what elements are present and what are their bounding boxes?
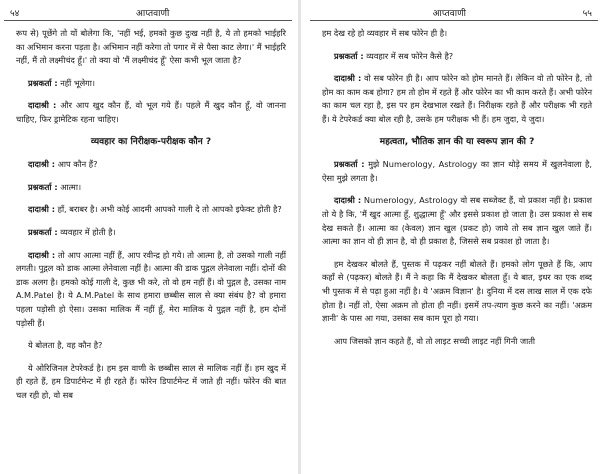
dialogue-text: व्यवहार में सब फोरेन कैसे है? — [366, 50, 454, 61]
left-running-head — [4, 6, 292, 21]
right-running-title: आप्तवाणी — [432, 9, 466, 19]
dialogue-text: और आप खुद कौन हैं, वो भूल गये हैं। पहले मैं खुद कौन हूँ, वो जानना चाहिए, फिर ड्रामेटिक रहना चाहिए। — [16, 100, 286, 124]
speaker-label: दादाश्री : — [28, 159, 55, 170]
left-page-body — [4, 21, 292, 402]
speaker-label: दादाश्री : — [334, 195, 362, 206]
left-running-title: आप्तवाणी — [136, 9, 170, 19]
right-page — [310, 0, 598, 474]
dialogue-line — [322, 194, 592, 248]
dialogue-line — [16, 181, 286, 195]
speaker-label: दादाश्री : — [334, 73, 362, 84]
speaker-label: प्रश्नकर्ता : — [28, 181, 58, 192]
speaker-label: दादाश्री : — [28, 100, 57, 111]
section-heading: व्यवहार का निरीक्षक-परीक्षक कौन ? — [90, 136, 212, 147]
dialogue-text: हाँ, बराबर है। अभी कोई आदमी आपको गाली दे तो आपको इफेक्ट होती है? — [57, 204, 282, 215]
speaker-label: प्रश्नकर्ता : — [334, 50, 364, 61]
section-heading: महत्वता, भौतिक ज्ञान की या स्वरूप ज्ञान की ? — [379, 136, 535, 147]
paragraph: ये बोलता है, वह कौन है? — [28, 340, 103, 351]
right-page-number: ५५ — [582, 9, 592, 19]
paragraph: रूप से) पूछेंगे तो यों बोलेगा कि, 'नहीं भई, हमको कुछ दुःख नहीं है, ये तो हमको भाईहरि का अभिमान करना पड़ता है। अभिमान नहीं करेगा तो पगार में से पैसा काट लेगा।' मैं भाईहरि नहीं, मैं तो लक्ष्मीचंद हूँ।' तो क्या वो 'मैं लक्ष्मीचंद हूँ' ऐसा कभी भूल जाता है? — [16, 28, 286, 66]
dialogue-text: आत्मा। — [60, 181, 82, 192]
speaker-label: प्रश्नकर्ता : — [28, 77, 58, 88]
dialogue-line — [322, 50, 592, 64]
dialogue-text: मुझे Numerology, Astrology का ज्ञान थोड़े समय में खुलनेवाला है, ऐसा मुझे लगता है। — [322, 159, 592, 183]
dialogue-text: व्यवहार में होती है। — [60, 226, 116, 237]
paragraph: हम देखकर बोलते हैं, पुस्तक में पढ़कर नहीं बोलते हैं। हमको लोग पूछते हैं कि, आप कहाँ से (पढ़कर) बोलते हैं। मैं ने कहा कि मैं देखकर बोलता हूँ। ये बात, इधर का एक शब्द भी पुस्तक में से पढ़ा हुआ नहीं है। ये 'अक्रम विज्ञान' है। दुनिया में दस लाख साल में एक दफे होता है। नहीं तो, ऐसा अक्रम तो होता ही नहीं। इसमें तप-त्याग कुछ करने का नहीं। 'अक्रम ज्ञानी' के पास आ गया, उसका सब काम पूरा हो गया। — [322, 258, 592, 324]
dialogue-line — [322, 158, 592, 185]
dialogue-line — [16, 77, 286, 91]
dialogue-text: नहीं भूलेगा। — [60, 77, 96, 88]
book-gutter — [298, 0, 301, 474]
paragraph: ये ओरिजिनल टेपरेकर्ड है। हम इस वाणी के छब्बीस साल से मालिक नहीं हैं। हम खुद में ही रहते हैं, हम डिपार्टमेन्ट में ही रहते हैं। फोरेन डिपार्टमेन्ट में जाते ही नहीं। फोरेन की बात चल रही हो, वो सब — [16, 362, 286, 400]
speaker-label: दादाश्री : — [28, 249, 56, 260]
left-page — [4, 0, 292, 474]
dialogue-text: Numerology, Astrology वो सब सब्जेक्ट हैं, वो प्रकाश नहीं है। प्रकाश तो ये है कि, 'मैं खुद आत्मा हूँ, शुद्धात्मा हूँ' और इससे प्रकाश हो जाता है। उस प्रकाश से सब देख सकते हैं। आत्मा का (केवल) ज्ञान खुल (प्रकट हो) जाये तो सब ज्ञान खुल जाते हैं। आत्मा का ज्ञान वो ही ज्ञान है, वो ही प्रकाश है, जिससे सब प्रकाश हो जाता है। — [322, 195, 592, 247]
paragraph: हम देख रहे हो व्यवहार में सब फोरेन ही है। — [322, 28, 448, 38]
paragraph: आप जिसको ज्ञान कहते हैं, वो तो लाइट सच्ची लाइट नहीं गिनी जाती — [334, 335, 535, 346]
left-page-number: ५४ — [10, 9, 20, 19]
dialogue-text: तो आप आत्मा नहीं हैं, आप रवीन्द्र हो गये। तो आत्मा है, तो उसको गाली नहीं लगती। पुद्गल को डाक आत्मा लेनेवाला नहीं है। आत्मा की डाक पुद्गल लेनेवाला नहीं। दोनों की डाक अलग है। हमको कोई गाली दे, कुछ भी करे, तो वो हम नहीं हैं। वो पुद्गल है, उसका नाम A.M.Patel है। ये A.M.Patel के साथ हमारा छब्बीस साल से क्या संबंध है? वो हमारा पहला पड़ोसी हो ऐसा। उसका मालिक मैं नहीं हूँ, मेरा मालिक ये पुद्गल नहीं है, हम दोनों पड़ोसी हैं। — [16, 249, 286, 328]
right-page-body — [310, 21, 598, 348]
dialogue-text: वो सब फोरेन ही है। आप फोरेन को होम मानते हैं। लेकिन वो तो फोरेन है, तो होम का काम कब होगा? हम तो होम में रहते हैं और फोरेन का भी काम करते हैं। अभी फोरेन का काम चल रहा है, इस पर हम देखभाल रखते हैं। निरीक्षक रहते हैं और परीक्षक भी रहते हैं। ये टेपरेकर्ड क्या बोल रही है, उसके हम परीक्षक भी हैं। हम जुदा, ये जुदा। — [322, 73, 592, 124]
dialogue-line — [16, 226, 286, 240]
speaker-label: प्रश्नकर्ता : — [334, 159, 365, 170]
dialogue-line — [16, 99, 286, 126]
dialogue-line — [16, 158, 286, 172]
dialogue-line — [16, 249, 286, 331]
dialogue-line — [322, 72, 592, 126]
right-running-head — [310, 6, 598, 21]
dialogue-text: आप कौन हैं? — [57, 159, 98, 170]
dialogue-line — [16, 203, 286, 217]
speaker-label: दादाश्री : — [28, 204, 55, 215]
speaker-label: प्रश्नकर्ता : — [28, 226, 58, 237]
